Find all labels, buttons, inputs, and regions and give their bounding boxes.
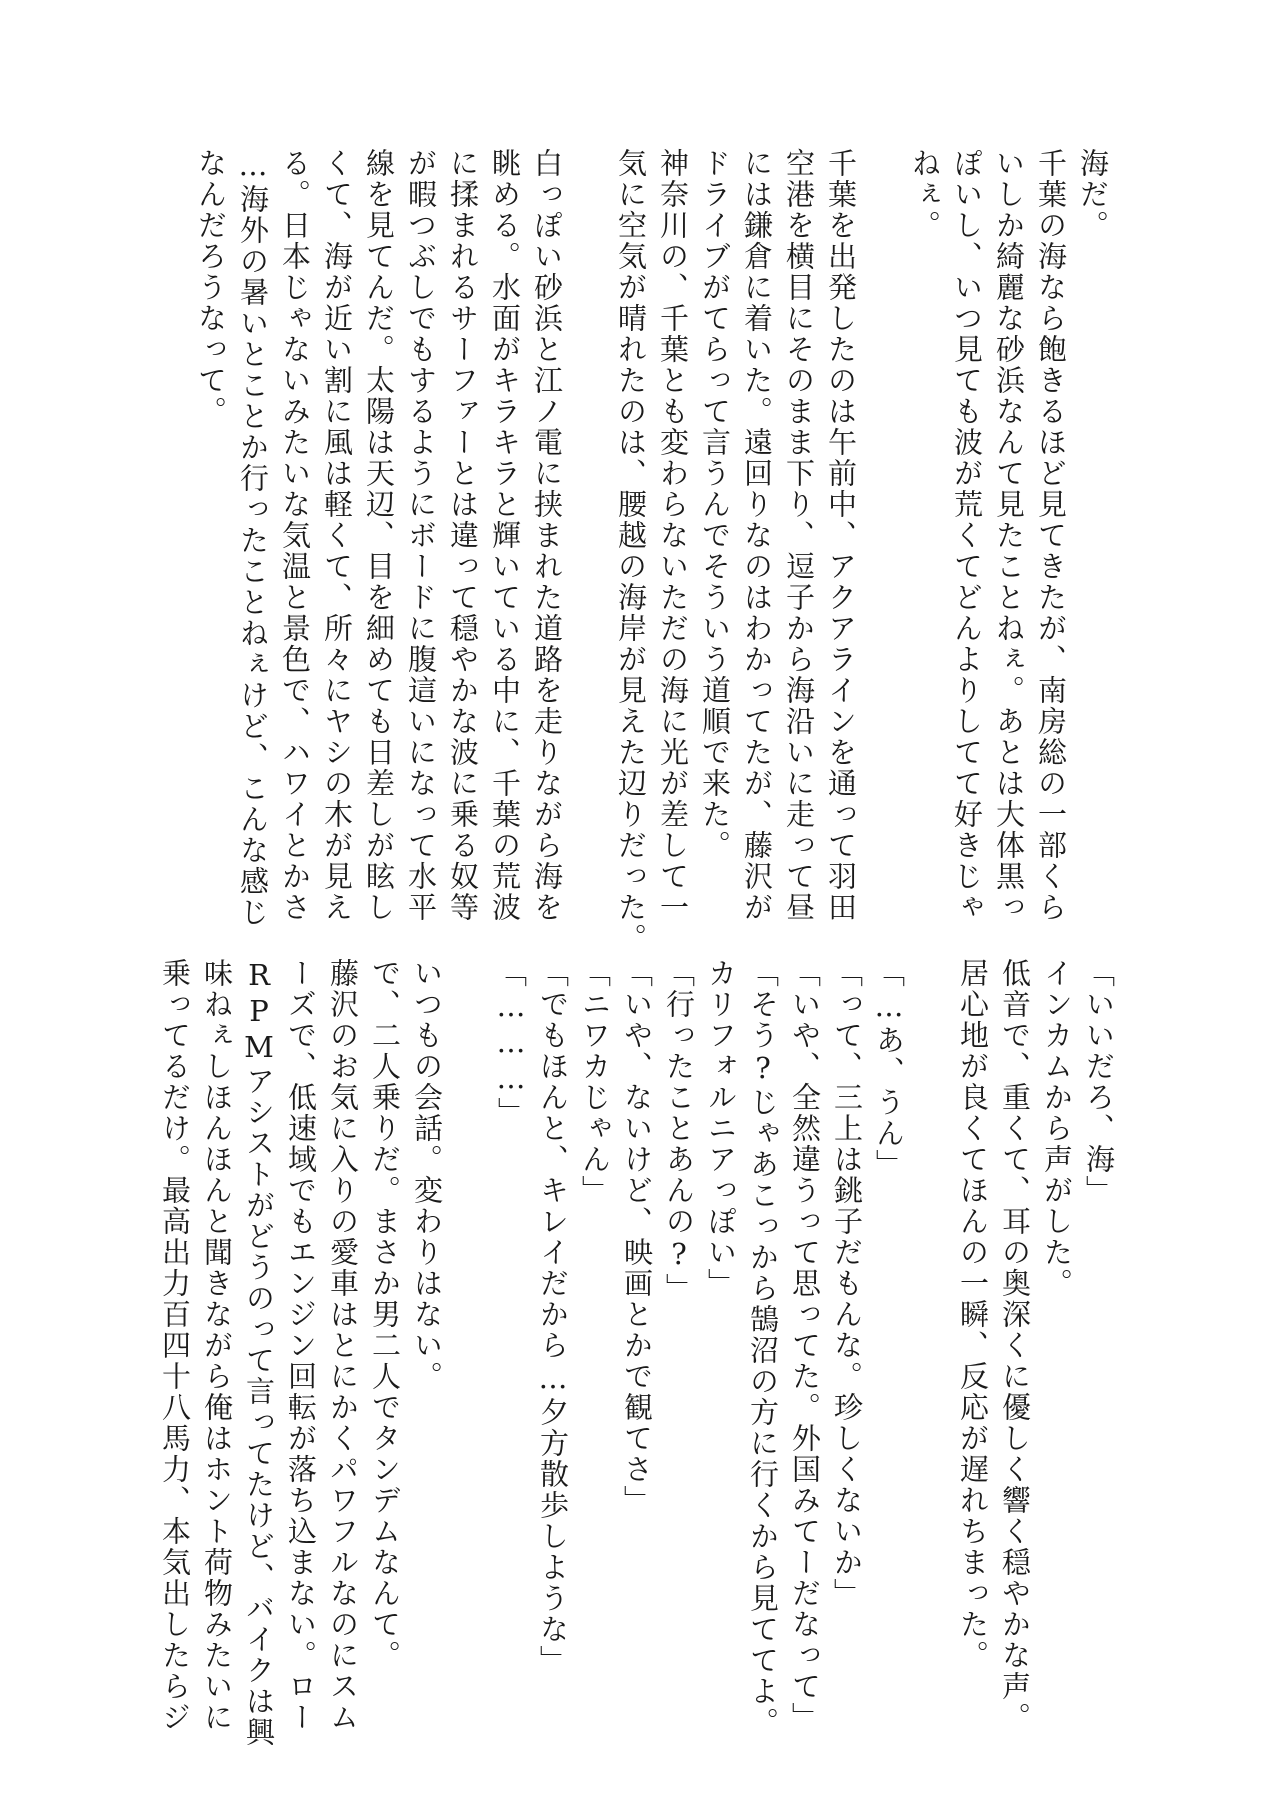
text-line: 「………」 — [494, 958, 528, 1128]
text-line: くて、海が近い割に風は軽くて、所々にヤシの木が見え — [320, 148, 354, 923]
text-line: 眺める。水面がキラキラと輝いている中に、千葉の荒波 — [488, 148, 522, 923]
text-line — [862, 148, 904, 868]
text-line: る。日本じゃないみたいな気温と景色で、ハワイとかさ — [278, 148, 312, 923]
text-line: 「行ったことあんの?」 — [662, 958, 696, 1304]
text-line: 「ニワカじゃん」 — [578, 958, 612, 1206]
text-line: 気に空気が晴れたのは、腰越の海岸が見えた辺りだった。 — [614, 148, 648, 954]
text-line — [910, 958, 952, 1668]
text-line: 低音で、重くて、耳の奥深くに優しく響く穏やかな声。 — [998, 958, 1032, 1733]
text-line: 海だ。 — [1076, 148, 1110, 241]
text-line: 「いいだろ、海」 — [1082, 958, 1116, 1206]
text-line: が暇つぶしでもするようにボードに腹這いになって水平 — [404, 148, 438, 923]
text-line: 千葉の海なら飽きるほど見てきたが、南房総の一部くら — [1034, 148, 1068, 923]
text-line: 味ねぇしほんほんと聞きながら俺はホント荷物みたいに — [200, 958, 234, 1733]
upper-text-block — [190, 148, 1114, 954]
text-line: 「いや、全然違うって思ってた。外国みてーだなって」 — [788, 958, 822, 1733]
text-line: には鎌倉に着いた。遠回りなのはわかってたが、藤沢が — [740, 148, 774, 923]
text-line: 神奈川の、千葉とも変わらないただの海に光が差して一 — [656, 148, 690, 923]
text-line: ねぇ。 — [908, 148, 942, 241]
text-line: で、二人乗りだ。まさか男二人でタンデムなんて。 — [368, 958, 402, 1671]
text-line: 「って、三上は銚子だもんな。珍しくないか」 — [830, 958, 864, 1609]
text-line: 居心地が良くてほんの一瞬、反応が遅れちまった。 — [956, 958, 990, 1671]
text-line: 乗ってるだけ。最高出力百四十八馬力、本気出したらジ — [158, 958, 192, 1733]
text-line: カリフォルニアっぽい」 — [704, 958, 738, 1299]
text-line: インカムから声がした。 — [1040, 958, 1074, 1299]
text-line: 藤沢のお気に入りの愛車はとにかくパワフルなのにスム — [326, 958, 360, 1733]
text-line: 「そう?じゃあこっから鵠沼の方に行くから見ててよ。 — [746, 958, 780, 1738]
text-line: いしか綺麗な砂浜なんて見たことねぇ。あとは大体黒っ — [992, 148, 1026, 923]
text-line: 白っぽい砂浜と江ノ電に挟まれた道路を走りながら海を — [530, 148, 564, 923]
text-line: いつもの会話。変わりはない。 — [410, 958, 444, 1392]
text-line: ドライブがてらって言うんでそういう道順で来た。 — [698, 148, 732, 861]
text-line: 空港を横目にそのまま下り、逗子から海沿いに走って昼 — [782, 148, 816, 923]
text-line: 「いや、ないけど、映画とかで観てさ」 — [620, 958, 654, 1516]
text-line: ぽいし、いつ見ても波が荒くてどんよりしてて好きじゃ — [950, 148, 984, 923]
text-line: 「…あ、うん」 — [872, 958, 906, 1180]
text-line: に揉まれるサーファーとは違って穏やかな波に乗る奴等 — [446, 148, 480, 923]
text-line — [448, 958, 490, 1668]
text-line: 千葉を出発したのは午前中、アクアラインを通って羽田 — [824, 148, 858, 923]
text-line: なんだろうなって。 — [194, 148, 228, 427]
text-line — [568, 148, 610, 868]
lower-text-block — [154, 958, 1120, 1748]
text-line: 「でもほんと、キレイだから…夕方散歩しような」 — [536, 958, 570, 1676]
text-line: …海外の暑いとことか行ったことねぇけど、こんな感じ — [236, 148, 270, 928]
text-line: RPMアシストがどうのって言ってたけど、バイクは興 — [242, 958, 276, 1748]
text-line: ーズで、低速域でもエンジン回転が落ち込まない。ロー — [284, 958, 318, 1733]
text-line: 線を見てんだ。太陽は天辺、目を細めても日差しが眩し — [362, 148, 396, 923]
